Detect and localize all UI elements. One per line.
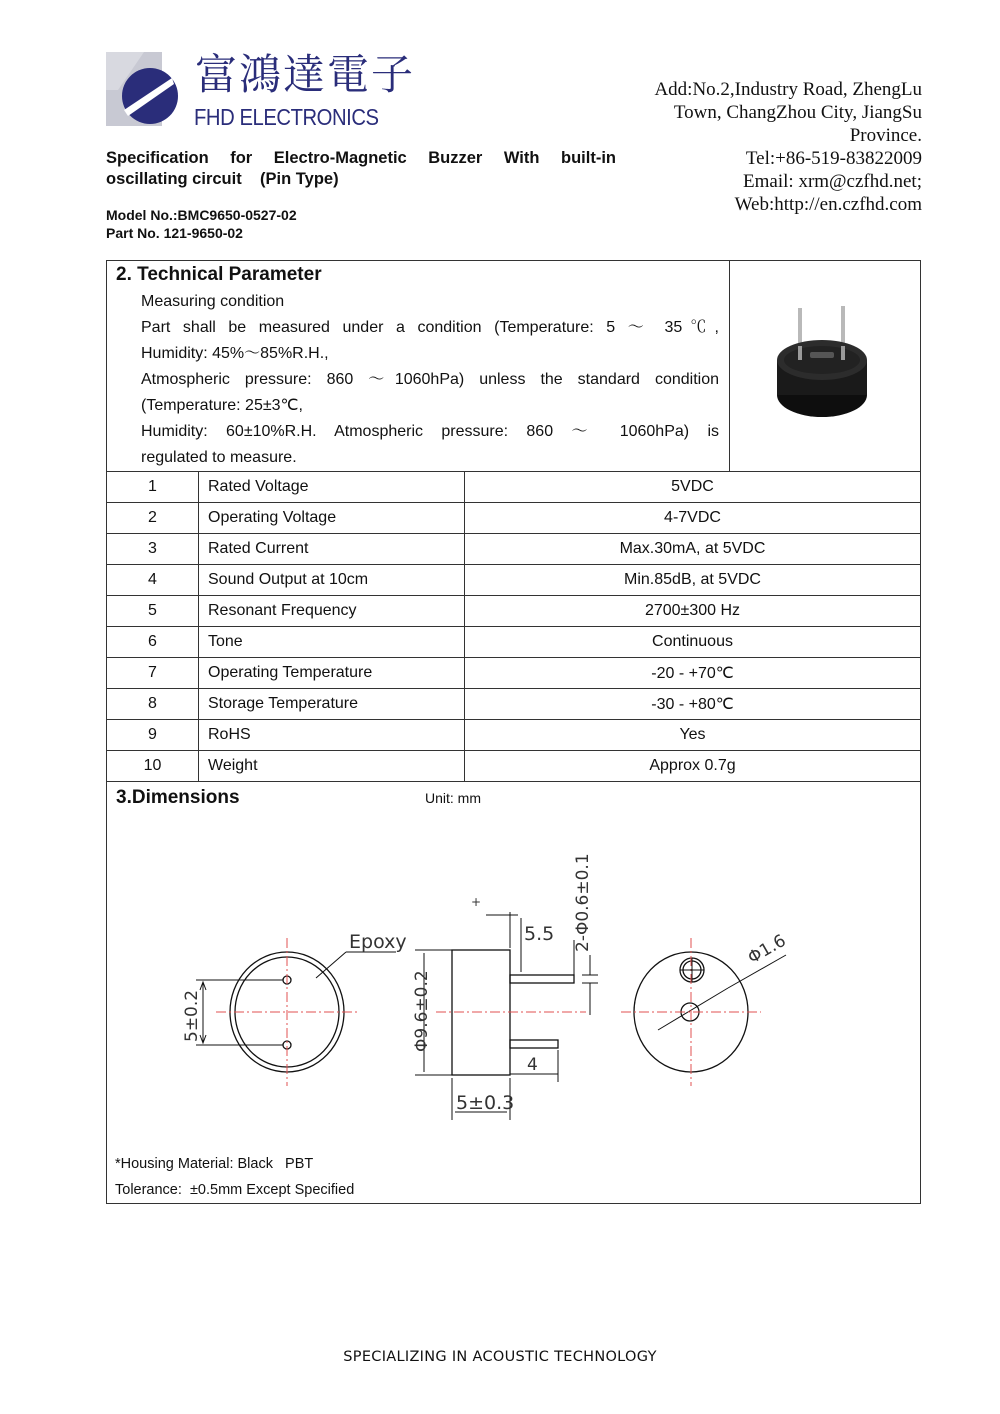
parameter-value: -20 - +70℃ [465,658,921,689]
table-row [107,751,921,782]
row-number: 9 [107,720,199,751]
company-logo [104,50,194,130]
table-row [107,658,921,689]
parameter-name: Sound Output at 10cm [199,565,465,596]
table-row [107,689,921,720]
side-view [415,912,598,1120]
spec-title [106,148,616,190]
footer-slogan: SPECIALIZING IN ACOUSTIC TECHNOLOGY [343,1349,657,1365]
row-number: 3 [107,534,199,565]
table-row [107,534,921,565]
parameter-name: Weight [199,751,465,782]
centerlines [216,938,761,1086]
company-address [592,78,922,216]
condition-line: Humidity: 45%～85%R.H., [141,345,329,362]
row-number: 7 [107,658,199,689]
parameter-table [106,471,921,782]
row-number: 5 [107,596,199,627]
phone-line: Tel:+86-519-83822009 [745,148,922,169]
buzzer-photo [770,300,880,425]
condition-line: Atmospheric pressure: 860 ～1060hPa) unless the standard condition [141,371,719,388]
part-number: Part No. 121-9650-02 [106,225,243,241]
spec-title-line1: Specification for Electro-Magnetic Buzzer With built-in [106,149,616,167]
email-line: Email: xrm@czfhd.net; [743,171,922,192]
height-label: 5±0.3 [456,1092,515,1114]
row-number: 10 [107,751,199,782]
condition-line: Humidity: 60±10%R.H. Atmospheric pressure: 860 ～ 1060hPa) is [141,423,719,440]
technical-parameter-title: 2. Technical Parameter [116,264,322,285]
table-row [107,472,921,503]
row-number: 1 [107,472,199,503]
address-line: Province. [849,125,922,146]
model-info [106,206,297,242]
pin-spacing-label: 5±0.2 [182,989,202,1042]
row-number: 6 [107,627,199,658]
hole-label: Φ1.6 [744,930,790,969]
pin-length-label: 5.5 [524,923,555,945]
dimensions-title: 3.Dimensions [116,787,240,808]
table-row [107,565,921,596]
parameter-name: Rated Voltage [199,472,465,503]
parameter-name: Operating Temperature [199,658,465,689]
unit-label: Unit: mm [425,790,481,806]
parameter-value: 4-7VDC [465,503,921,534]
back-view [634,952,786,1072]
housing-note: *Housing Material: Black PBT [115,1156,314,1172]
parameter-value: Continuous [465,627,921,658]
table-row [107,627,921,658]
address-line: Town, ChangZhou City, JiangSu [673,102,922,123]
parameter-value: Approx 0.7g [465,751,921,782]
diameter-label: Φ9.6±0.2 [412,970,432,1052]
brand-name-english: FHD ELECTRONICS [194,104,379,130]
measuring-condition-text [141,289,719,471]
row-number: 4 [107,565,199,596]
model-number: Model No.:BMC9650-0527-02 [106,207,297,223]
parameter-name: Rated Current [199,534,465,565]
parameter-name: Tone [199,627,465,658]
plus-marker: + [471,895,482,909]
parameter-name: Operating Voltage [199,503,465,534]
condition-line: regulated to measure. [141,449,297,466]
condition-line: (Temperature: 25±3℃, [141,397,303,414]
epoxy-label: Epoxy [349,931,407,953]
table-row [107,720,921,751]
spec-title-line2: oscillating circuit (Pin Type) [106,170,339,188]
brand-name-chinese: 富鴻達電子 [195,50,416,99]
parameter-value: 2700±300 Hz [465,596,921,627]
parameter-name: Resonant Frequency [199,596,465,627]
row-number: 2 [107,503,199,534]
parameter-value: Yes [465,720,921,751]
parameter-name: RoHS [199,720,465,751]
pin-diameter-label: 2-Φ0.6±0.1 [573,853,593,952]
condition-line: Measuring condition [141,293,285,310]
parameter-value: -30 - +80℃ [465,689,921,720]
web-line: Web:http://en.czfhd.com [734,194,922,215]
condition-line: Part shall be measured under a condition (Temperature: 5 ～ 35℃, [141,319,719,336]
parameter-value: 5VDC [465,472,921,503]
dimension-drawing [106,820,921,1140]
table-row [107,503,921,534]
parameter-value: Max.30mA, at 5VDC [465,534,921,565]
tolerance-note: Tolerance: ±0.5mm Except Specified [115,1182,355,1198]
table-row [107,596,921,627]
parameter-name: Storage Temperature [199,689,465,720]
parameter-value: Min.85dB, at 5VDC [465,565,921,596]
row-number: 8 [107,689,199,720]
pin-short-label: 4 [527,1055,538,1075]
address-line: Add:No.2,Industry Road, ZhengLu [654,79,922,100]
